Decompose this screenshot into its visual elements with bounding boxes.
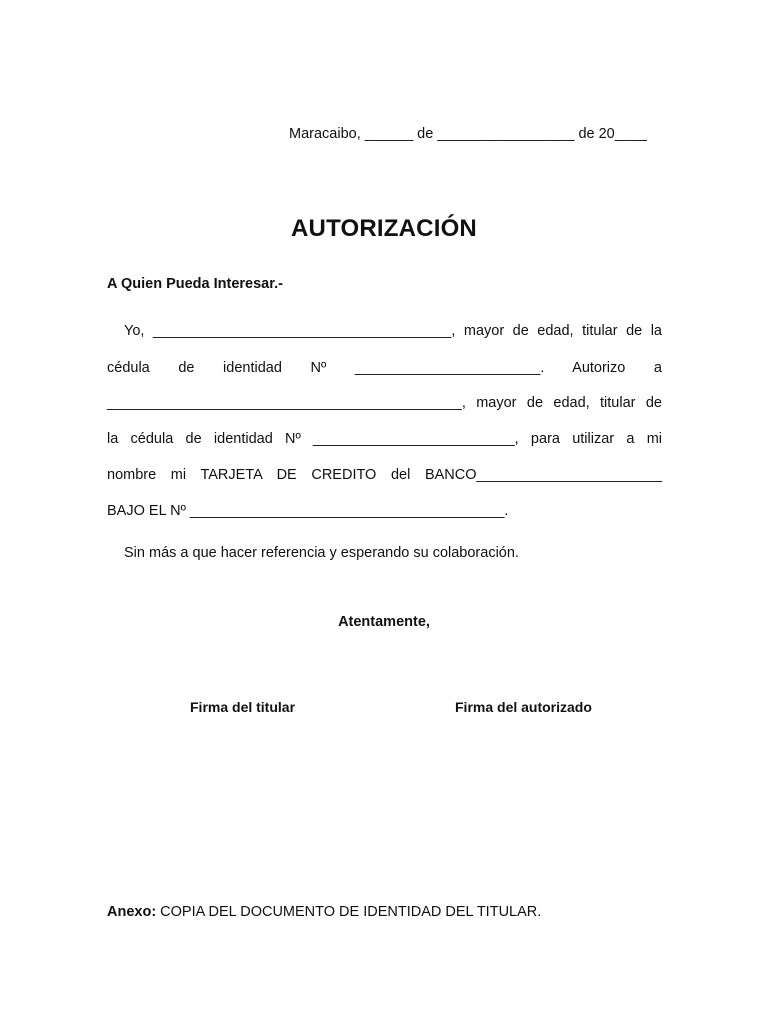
body-line-6: BAJO EL Nº _______________________________________. xyxy=(107,503,509,519)
salutation: A Quien Pueda Interesar.- xyxy=(107,276,283,292)
annex-line xyxy=(107,904,541,920)
annex-label: Anexo: xyxy=(107,904,157,920)
annex-text: COPIA DEL DOCUMENTO DE IDENTIDAD DEL TITULAR. xyxy=(156,904,542,920)
body-line-2: cédula de identidad Nº _______________________. Autorizo a xyxy=(107,360,662,376)
signature-authorized-label: Firma del autorizado xyxy=(455,699,592,715)
body-line-1: Yo, _____________________________________, mayor de edad, titular de la xyxy=(124,323,662,339)
signature-holder-label: Firma del titular xyxy=(190,699,296,715)
body-line-5: nombre mi TARJETA DE CREDITO del BANCO_______________________ xyxy=(107,467,662,483)
body-line-3: ____________________________________________, mayor de edad, titular de xyxy=(107,395,662,411)
closing-sentence: Sin más a que hacer referencia y esperando su colaboración. xyxy=(124,545,519,561)
place-date-line: Maracaibo, ______ de _________________ de 20____ xyxy=(289,126,647,142)
body-line-4: la cédula de identidad Nº _________________________, para utilizar a mi xyxy=(107,431,662,447)
regards: Atentamente, xyxy=(338,614,430,630)
document-title: AUTORIZACIÓN xyxy=(291,215,477,242)
